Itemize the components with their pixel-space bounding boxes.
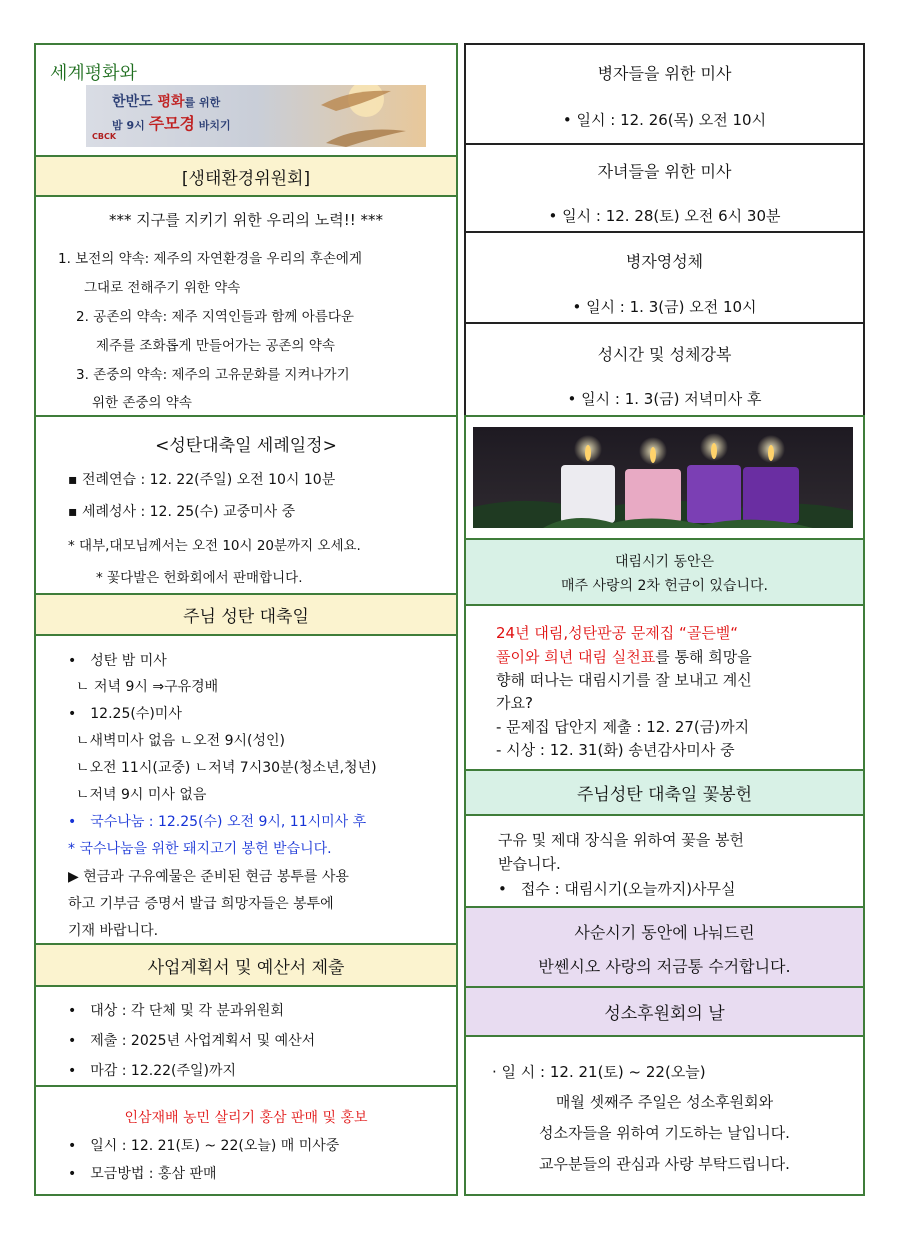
- christmas-line-8: * 국수나눔을 위한 돼지고기 봉헌 받습니다.: [68, 841, 332, 857]
- advent-line-1: 대림시기 동안은: [614, 554, 715, 570]
- christmas-section: [34, 634, 458, 945]
- shrine-line-3: 성소자들을 위하여 기도하는 날입니다.: [539, 1124, 790, 1142]
- golden-bell-line-4: 가요?: [496, 694, 533, 712]
- plan-line-3: • 마감 : 12.22(주일)까지: [68, 1060, 236, 1080]
- eco-line-3: 2. 공존의 약속: 제주 지역인들과 함께 아름다운: [76, 309, 354, 325]
- plan-line-1: • 대상 : 각 단체 및 각 분과위원회: [68, 1000, 284, 1020]
- bullet-icon: •: [562, 111, 577, 129]
- bullet-icon: •: [548, 207, 563, 225]
- eco-line-6: 위한 존중의 약속: [92, 395, 192, 411]
- shrine-header: 성소후원회의 날: [464, 986, 865, 1037]
- peace-section: [34, 43, 458, 157]
- eco-line-2: 그대로 전해주기 위한 약속: [84, 280, 241, 296]
- children-mass-line: • 일시 : 12. 28(토) 오전 6시 30분: [548, 207, 781, 225]
- christmas-line-9: ▶ 현금과 구유예물은 준비된 현금 봉투를 사용: [68, 869, 349, 885]
- baptism-section: [34, 415, 458, 595]
- eco-line-1: 1. 보전의 약속: 제주의 자연환경을 우리의 후손에게: [58, 251, 362, 267]
- sick-communion-section: [464, 231, 865, 324]
- eco-subtitle: *** 지구를 지키기 위한 우리의 노력!! ***: [108, 211, 383, 229]
- lent-line-1: 사순시기 동안에 나눠드린: [574, 923, 755, 942]
- bullet-icon: •: [572, 298, 587, 316]
- christmas-line-7: • 국수나눔 : 12.25(수) 오전 9시, 11시미사 후: [68, 811, 366, 831]
- shrine-line-2: 매월 셋째주 주일은 성소후원회와: [555, 1093, 774, 1111]
- baptism-title: <성탄대축일 세례일정>: [155, 436, 337, 456]
- peace-title: 세계평화와: [50, 63, 137, 84]
- golden-bell-section: [464, 604, 865, 771]
- plan-line-2: • 제출 : 2025년 사업계획서 및 예산서: [68, 1030, 315, 1050]
- golden-bell-line-6: - 시상 : 12. 31(화) 송년감사미사 중: [496, 741, 735, 759]
- ginseng-section: [34, 1085, 458, 1196]
- golden-bell-line-1: 24년 대림,성탄판공 문제집 “골든벨“: [496, 624, 739, 642]
- advent-collection-section: [464, 538, 865, 606]
- holy-hour-section: [464, 322, 865, 417]
- sick-mass-title: 병자들을 위한 미사: [597, 64, 732, 83]
- praying-hands-icon: [296, 85, 426, 147]
- christmas-line-1: • 성탄 밤 미사: [68, 650, 167, 670]
- advent-candles-box: [464, 415, 865, 540]
- flowers-line-1: 구유 및 제대 장식을 위하여 꽃을 봉헌: [498, 831, 744, 849]
- flowers-line-3: • 접수 : 대림시기(오늘까지)사무실: [498, 878, 736, 899]
- advent-line-2: 매주 사랑의 2차 헌금이 있습니다.: [561, 578, 768, 594]
- holy-hour-title: 성시간 및 성체강복: [597, 345, 732, 364]
- ginseng-title: 인삼재배 농민 살리기 홍삼 판매 및 홍보: [124, 1110, 368, 1126]
- ginseng-line-1: • 일시 : 12. 21(토) ~ 22(오늘) 매 미사중: [68, 1135, 339, 1155]
- ginseng-line-2: • 모금방법 : 홍삼 판매: [68, 1163, 217, 1183]
- sick-communion-line: • 일시 : 1. 3(금) 오전 10시: [572, 298, 757, 316]
- peace-banner-line1: 한반도 평화를 위한: [112, 94, 221, 110]
- christmas-header: 주님 성탄 대축일: [34, 593, 458, 636]
- baptism-line-4: * 꽃다발은 헌화회에서 판매합니다.: [96, 570, 303, 586]
- baptism-line-3: * 대부,대모님께서는 오전 10시 20분까지 오세요.: [68, 538, 361, 554]
- peace-banner: [86, 85, 426, 147]
- cbck-logo: CBCK: [92, 132, 117, 141]
- children-mass-title: 자녀들을 위한 미사: [597, 162, 732, 181]
- golden-bell-line-2: 풀이와 희년 대림 실천표를 통해 희망을: [496, 648, 752, 666]
- golden-bell-line-3: 향해 떠나는 대림시기를 잘 보내고 계신: [496, 671, 752, 689]
- christmas-line-3: • 12.25(수)미사: [68, 703, 182, 723]
- christmas-line-10: 하고 기부금 증명서 발급 희망자들은 봉투에: [68, 896, 334, 912]
- lent-section: [464, 906, 865, 988]
- lent-line-2: 반쎈시오 사랑의 저금통 수거합니다.: [538, 957, 791, 976]
- eco-section: [34, 195, 458, 417]
- flowers-line-2: 받습니다.: [498, 855, 561, 873]
- shrine-line-1: · 일 시 : 12. 21(토) ~ 22(오늘): [492, 1063, 706, 1081]
- golden-bell-line-5: - 문제집 답안지 제출 : 12. 27(금)까지: [496, 718, 750, 736]
- bullet-icon: •: [567, 390, 582, 408]
- christmas-line-6: ㄴ저녁 9시 미사 없음: [76, 787, 207, 803]
- eco-line-5: 3. 존중의 약속: 제주의 고유문화를 지켜나가기: [76, 367, 350, 383]
- advent-candles-image: [473, 427, 853, 528]
- christmas-line-11: 기재 바랍니다.: [68, 923, 159, 939]
- plan-header: 사업계획서 및 예산서 제출: [34, 943, 458, 987]
- eco-header: [생태환경위원회]: [34, 155, 458, 197]
- plan-section: [34, 985, 458, 1087]
- christmas-line-5: ㄴ오전 11시(교중) ㄴ저녁 7시30분(청소년,청년): [76, 760, 377, 776]
- peace-banner-line2: 밤 9시 주모경 바치기: [112, 114, 231, 133]
- sick-mass-line: • 일시 : 12. 26(목) 오전 10시: [562, 111, 767, 129]
- baptism-line-2: ▪ 세례성사 : 12. 25(수) 교중미사 중: [68, 504, 296, 520]
- holy-hour-line: • 일시 : 1. 3(금) 저녁미사 후: [567, 390, 762, 408]
- shrine-line-4: 교우분들의 관심과 사랑 부탁드립니다.: [539, 1155, 790, 1173]
- sick-communion-title: 병자영성체: [625, 252, 704, 271]
- children-mass-section: [464, 143, 865, 233]
- christmas-line-2: ㄴ 저녁 9시 ⇒구유경배: [76, 679, 219, 695]
- sick-mass-section: [464, 43, 865, 145]
- shrine-section: [464, 1035, 865, 1196]
- baptism-line-1: ▪ 전례연습 : 12. 22(주일) 오전 10시 10분: [68, 472, 336, 488]
- christmas-line-4: ㄴ새벽미사 없음 ㄴ오전 9시(성인): [76, 733, 285, 749]
- eco-line-4: 제주를 조화롭게 만들어가는 공존의 약속: [96, 338, 335, 354]
- flowers-section: [464, 814, 865, 908]
- flowers-header: 주님성탄 대축일 꽃봉헌: [464, 769, 865, 816]
